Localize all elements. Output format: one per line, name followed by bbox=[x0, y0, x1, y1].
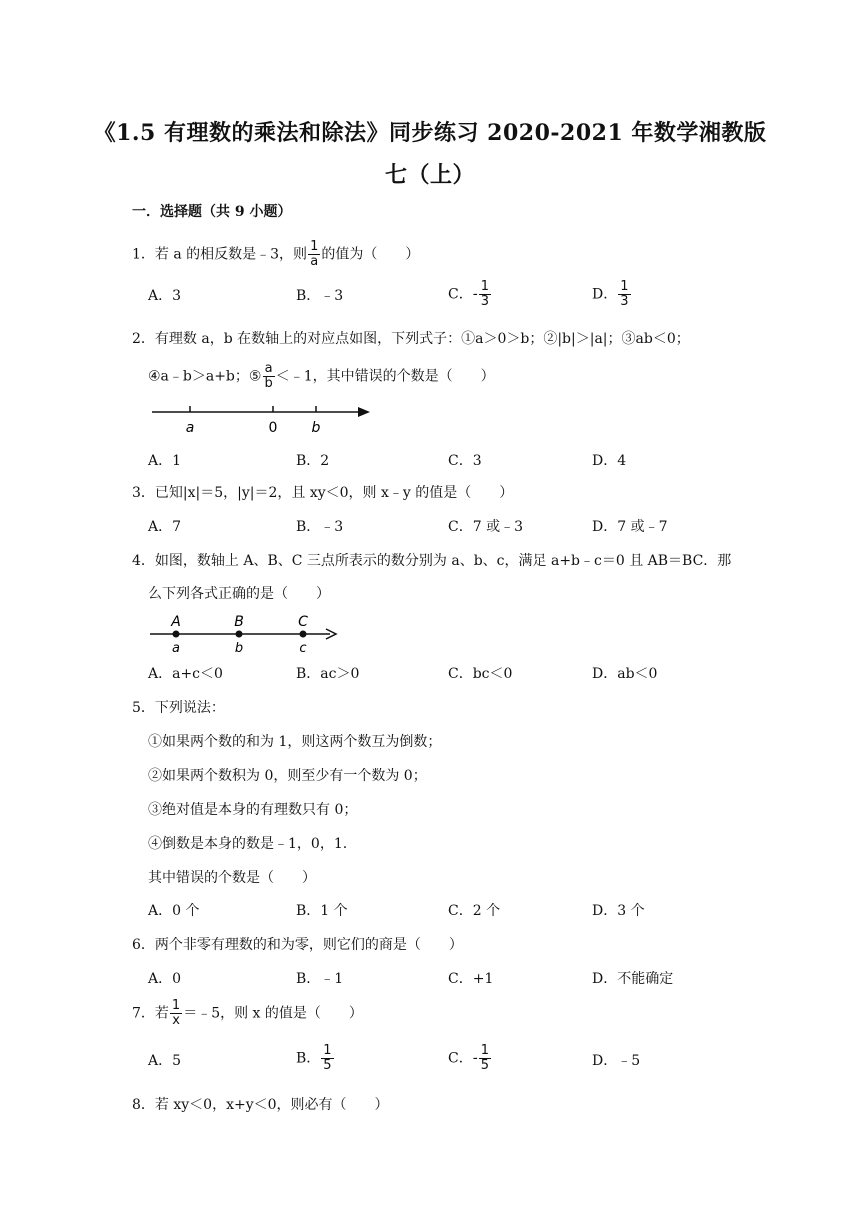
q4-label-B: B bbox=[234, 614, 244, 630]
question-4-line2: 么下列各式正确的是（ ） bbox=[148, 586, 330, 602]
q2-label-a: a bbox=[185, 420, 195, 436]
q3-option-b: B．﹣3 bbox=[296, 519, 344, 535]
q1-option-b: B．﹣3 bbox=[296, 288, 344, 304]
q7-fraction: $\frac{1}{x}$ bbox=[171, 998, 181, 1028]
q4-point-b bbox=[236, 631, 243, 638]
q1-option-a: A．3 bbox=[148, 288, 182, 304]
q5-item-3: ③绝对值是本身的有理数只有 0； bbox=[148, 802, 358, 818]
q1-option-d: D． $\frac{1}{3}$ bbox=[592, 279, 629, 309]
q1-text-a: 1．若 a 的相反数是﹣3，则 bbox=[132, 246, 308, 263]
q2-option-a: A．1 bbox=[148, 453, 182, 469]
q4-option-d: D．ab＜0 bbox=[592, 666, 658, 682]
q2-axis-arrow bbox=[358, 407, 370, 417]
q3-option-c: C．7 或﹣3 bbox=[448, 519, 523, 535]
q7-option-c: C．- $\frac{1}{5}$ bbox=[448, 1043, 490, 1073]
q5-option-a: A．0 个 bbox=[148, 903, 200, 919]
q5-item-1: ①如果两个数的和为 1，则这两个数互为倒数； bbox=[148, 734, 442, 750]
q6-option-c: C．+1 bbox=[448, 971, 494, 987]
q4-label-b: b bbox=[234, 641, 244, 656]
question-3: 3．已知|x|＝5，|y|＝2，且 xy＜0，则 x﹣y 的值是（ ） bbox=[132, 485, 514, 501]
q5-option-d: D．3 个 bbox=[592, 903, 645, 919]
question-2-line1: 2．有理数 a，b 在数轴上的对应点如图，下列式子：①a＞0＞b；②|b|＞|a|；③ab＜0； bbox=[132, 331, 690, 347]
q4-option-b: B．ac＞0 bbox=[296, 666, 360, 682]
q4-label-c: c bbox=[299, 641, 307, 656]
q6-option-b: B．﹣1 bbox=[296, 971, 344, 987]
question-1 bbox=[132, 240, 419, 269]
q3-option-a: A．7 bbox=[148, 519, 182, 535]
q2-label-0: 0 bbox=[268, 420, 278, 436]
q6-option-a: A．0 bbox=[148, 971, 182, 987]
q2-option-c: C．3 bbox=[448, 453, 482, 469]
q1-text-b: 的值为（ ） bbox=[321, 246, 420, 263]
q2-label-b: b bbox=[311, 420, 321, 436]
document-title-line1: 《1.5 有理数的乘法和除法》同步练习 2020-2021 年数学湘教版 bbox=[93, 120, 767, 146]
q6-option-d: D．不能确定 bbox=[592, 971, 674, 987]
question-5-intro: 5．下列说法： bbox=[132, 700, 225, 716]
question-7: 7．若 $\frac{1}{x}$ ＝﹣5，则 x 的值是（ ） bbox=[132, 998, 363, 1028]
q4-point-a bbox=[173, 631, 180, 638]
q4-option-a: A．a+c＜0 bbox=[148, 666, 223, 682]
q1-option-c: C．- $\frac{1}{3}$ bbox=[448, 279, 490, 309]
q2-option-b: B．2 bbox=[296, 453, 330, 469]
q5-item-2: ②如果两个数积为 0，则至少有一个数为 0； bbox=[148, 768, 427, 784]
q7-option-a: A．5 bbox=[148, 1053, 182, 1069]
q5-option-b: B．1 个 bbox=[296, 903, 348, 919]
question-8: 8．若 xy＜0，x+y＜0，则必有（ ） bbox=[132, 1097, 389, 1113]
q4-point-c bbox=[300, 631, 307, 638]
q2-fraction: $\frac{a}{b}$ bbox=[264, 361, 273, 391]
q1-fraction: $\frac{1}{a}$ bbox=[310, 239, 319, 269]
q5-item-4: ④倒数是本身的数是﹣1，0，1. bbox=[148, 836, 348, 852]
q2-option-d: D．4 bbox=[592, 453, 627, 469]
question-4-line1: 4．如图，数轴上 A、B、C 三点所表示的数分别为 a、b、c，满足 a+b﹣c＝0 且 AB＝BC．那 bbox=[132, 553, 732, 569]
q3-option-d: D．7 或﹣7 bbox=[592, 519, 668, 535]
q2-number-line bbox=[148, 400, 378, 440]
question-2-line2: ④a﹣b＞a+b；⑤ $\frac{a}{b}$ ＜﹣1，其中错误的个数是（ ） bbox=[148, 361, 495, 391]
section-heading: 一．选择题（共 9 小题） bbox=[132, 204, 292, 220]
q5-option-c: C．2 个 bbox=[448, 903, 501, 919]
q7-option-d: D．﹣5 bbox=[592, 1053, 641, 1069]
q5-question: 其中错误的个数是（ ） bbox=[148, 870, 316, 886]
q7-option-b: B． $\frac{1}{5}$ bbox=[296, 1043, 332, 1073]
q4-label-a: a bbox=[172, 641, 180, 656]
q4-option-c: C．bc＜0 bbox=[448, 666, 513, 682]
q4-label-C: C bbox=[298, 614, 308, 630]
q4-label-A: A bbox=[171, 614, 181, 630]
document-title-line2: 七（上） bbox=[384, 162, 475, 188]
q4-number-line bbox=[148, 612, 348, 656]
question-6: 6．两个非零有理数的和为零，则它们的商是（ ） bbox=[132, 937, 463, 953]
